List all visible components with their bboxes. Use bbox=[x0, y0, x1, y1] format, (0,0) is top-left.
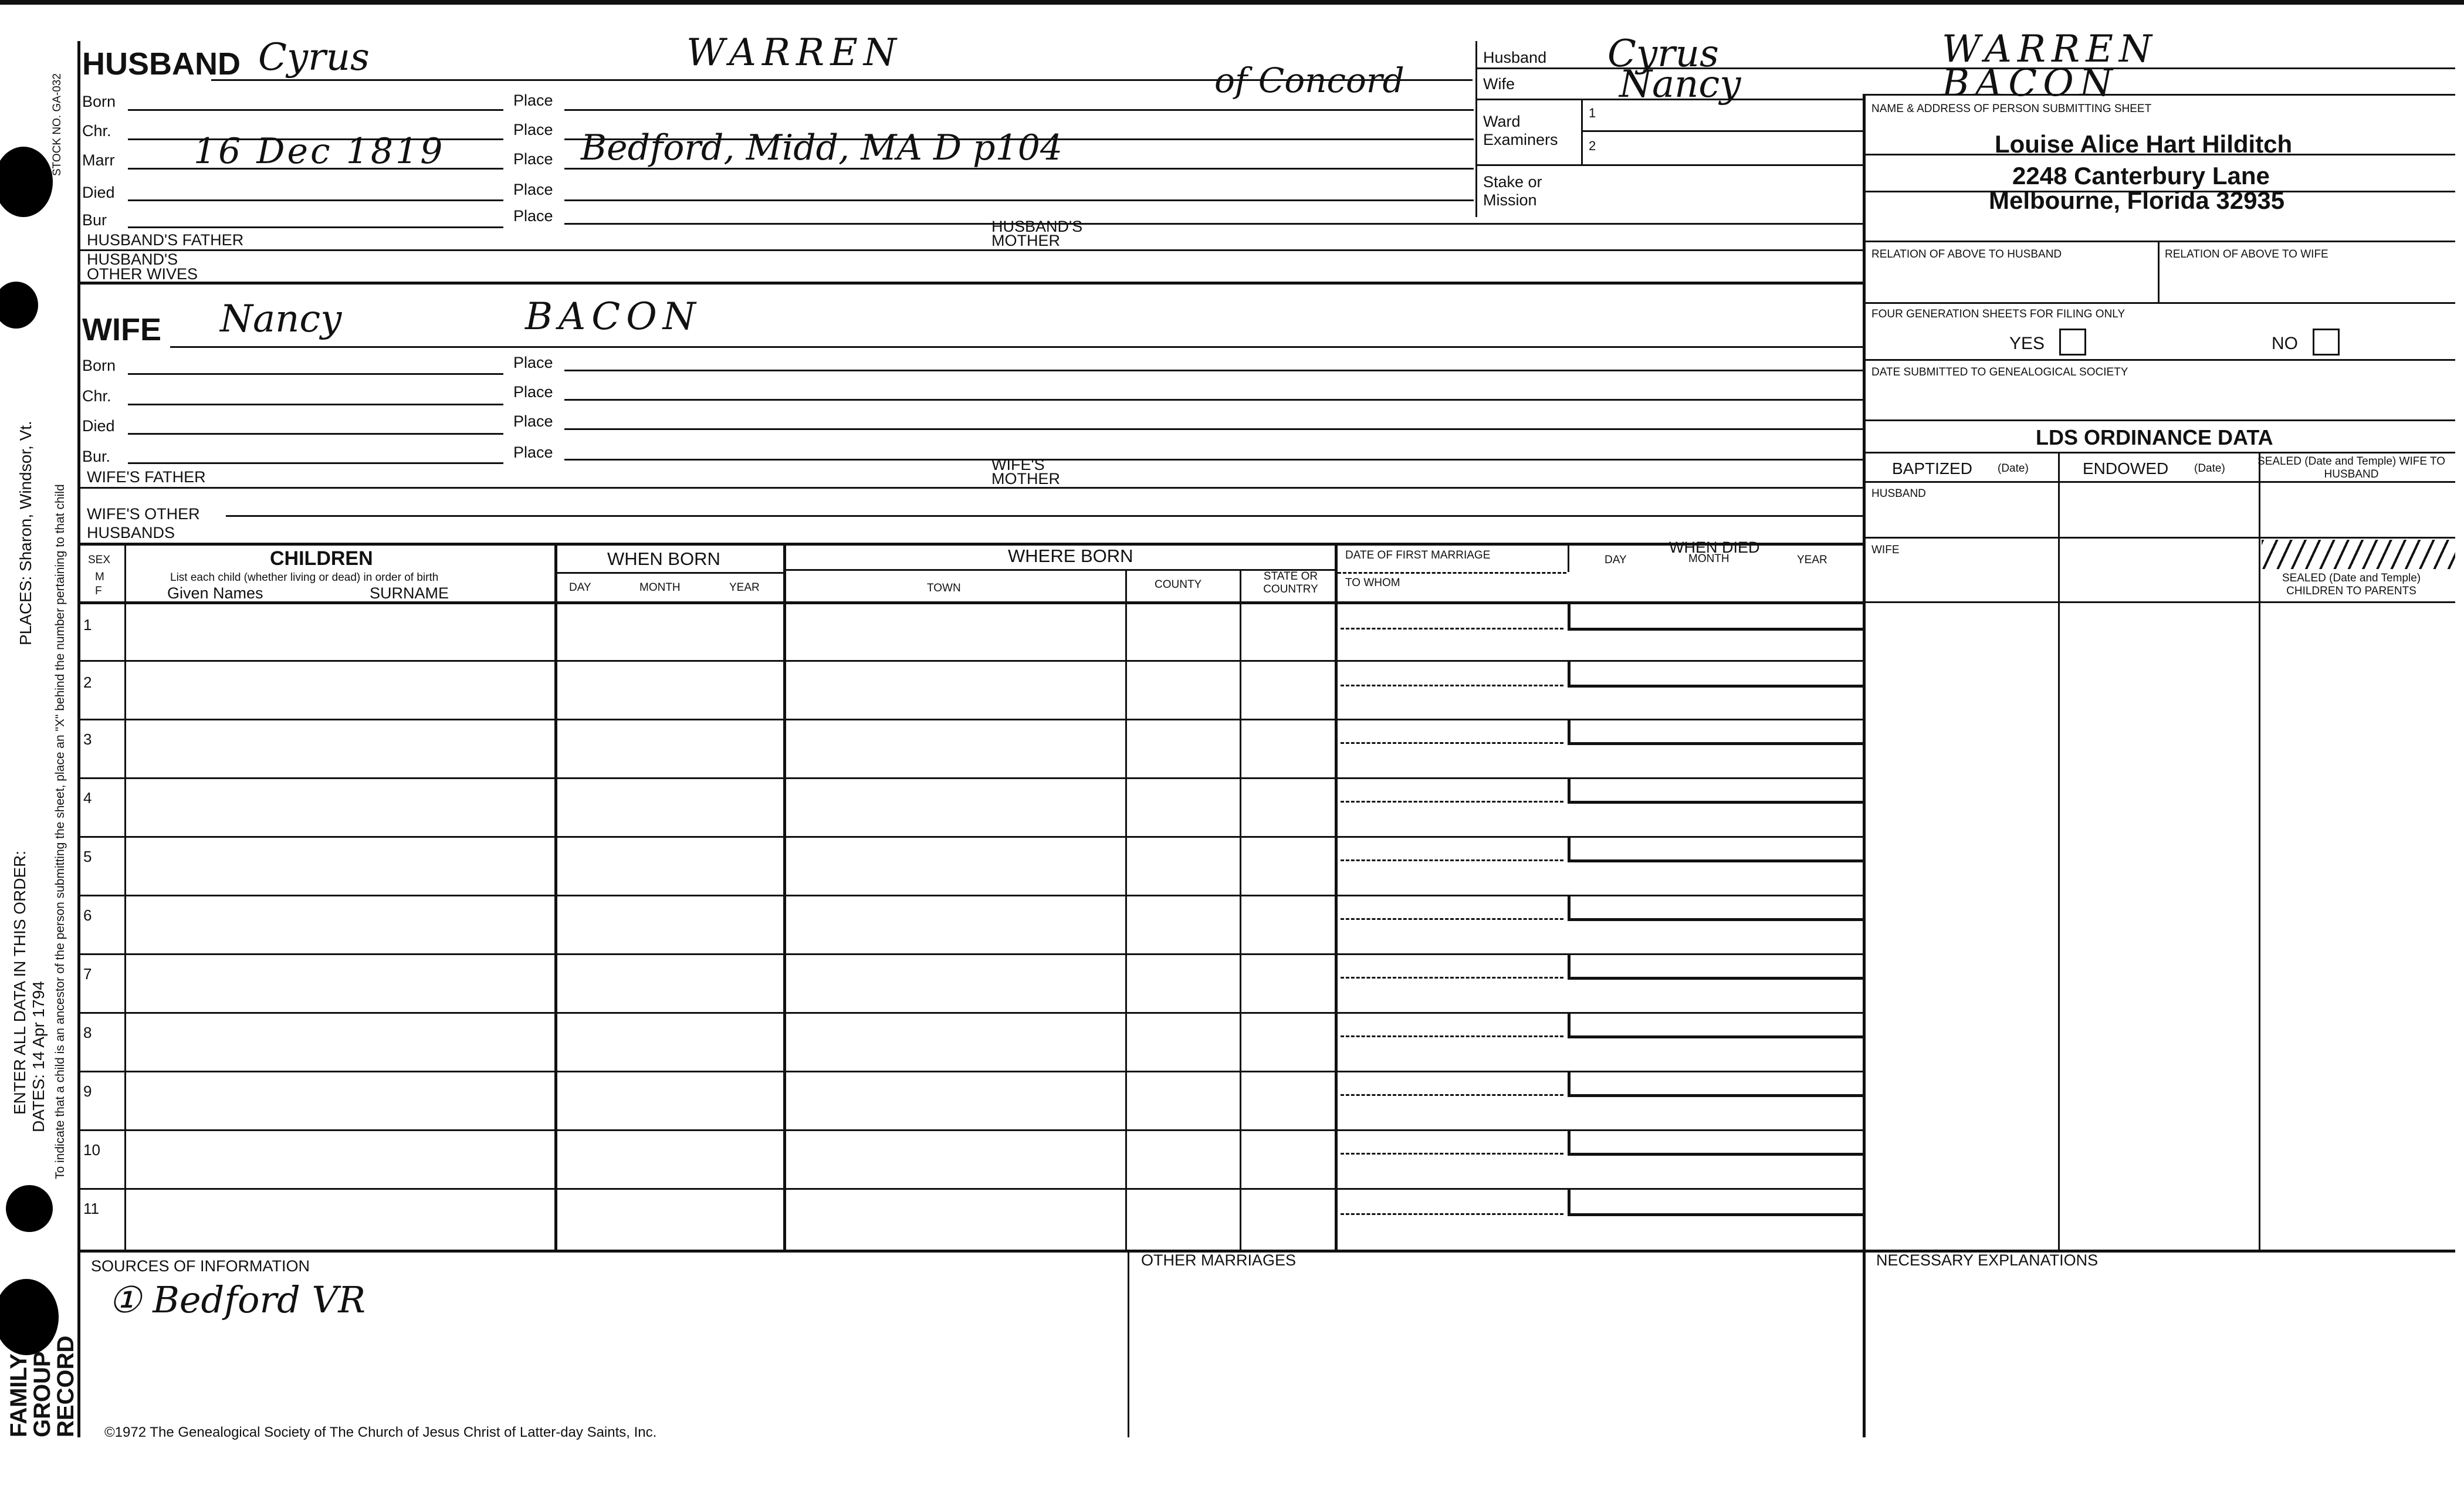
husband-born-place-label: Place bbox=[513, 92, 553, 109]
row-died-line bbox=[1568, 918, 1863, 921]
sources-label: SOURCES OF INFORMATION bbox=[91, 1257, 310, 1275]
wife-died-place-label: Place bbox=[513, 412, 553, 430]
children-title: CHILDREN bbox=[270, 547, 373, 570]
row-died-tick bbox=[1568, 1129, 1571, 1153]
ward-examiners-label: Ward Examiners bbox=[1483, 113, 1558, 148]
wife-name-line bbox=[170, 346, 1863, 348]
husband-other-wives-label: HUSBAND'S OTHER WIVES bbox=[87, 251, 198, 283]
explanations-label: NECESSARY EXPLANATIONS bbox=[1876, 1251, 2099, 1269]
header-wife-surname: BACON bbox=[1942, 62, 2118, 105]
died-day-label: DAY bbox=[1605, 554, 1627, 566]
submitter-label: NAME & ADDRESS OF PERSON SUBMITTING SHEET bbox=[1871, 103, 2152, 115]
wife-given-name: Nancy bbox=[220, 297, 342, 341]
header-wife-line bbox=[1475, 99, 1863, 100]
first-marriage-label: DATE OF FIRST MARRIAGE bbox=[1345, 549, 1491, 561]
row-number: 9 bbox=[83, 1082, 92, 1100]
row-died-tick bbox=[1568, 719, 1571, 742]
row-line bbox=[77, 953, 1863, 955]
row-dash bbox=[1341, 1213, 1563, 1215]
when-died-label: WHEN DIED bbox=[1669, 539, 1760, 556]
row-line bbox=[77, 777, 1863, 779]
row-died-tick bbox=[1568, 895, 1571, 918]
row-dash bbox=[1341, 801, 1563, 803]
submitter-street: 2248 Canterbury Lane bbox=[2012, 162, 2270, 189]
row-number: 10 bbox=[83, 1141, 100, 1159]
dates-label: DATES: 14 Apr 1794 bbox=[29, 981, 48, 1132]
husband-born-label: Born bbox=[82, 93, 116, 110]
row-line bbox=[77, 719, 1863, 720]
born-month-label: MONTH bbox=[639, 581, 681, 594]
endowed-label: ENDOWED bbox=[2083, 459, 2169, 478]
born-day-label: DAY bbox=[569, 581, 591, 594]
no-checkbox[interactable] bbox=[2313, 329, 2340, 356]
row-died-line bbox=[1568, 1094, 1863, 1097]
lds-title: LDS ORDINANCE DATA bbox=[2036, 425, 2273, 449]
row-died-line bbox=[1568, 801, 1863, 804]
row-dash bbox=[1341, 859, 1563, 861]
copyright: ©1972 The Genealogical Society of The Church of Jesus Christ of Latter-day Saints, Inc. bbox=[104, 1424, 657, 1440]
instructions: ENTER ALL DATA IN THIS ORDER: bbox=[11, 850, 29, 1115]
main-right-divider bbox=[1863, 94, 1866, 1437]
row-dash bbox=[1341, 628, 1563, 629]
baptized-date-label: (Date) bbox=[1998, 462, 2029, 475]
died-place-line bbox=[564, 199, 1474, 201]
relation-husband-label: RELATION OF ABOVE TO HUSBAND bbox=[1871, 248, 2062, 260]
four-gen-label: FOUR GENERATION SHEETS FOR FILING ONLY bbox=[1871, 308, 2125, 320]
places-label: PLACES: Sharon, Windsor, Vt. bbox=[16, 421, 35, 645]
child-note: To indicate that a child is an ancestor of the person submitting the sheet, place an "X" behind the number pertaining to that child bbox=[53, 484, 67, 1179]
row-dash bbox=[1341, 1153, 1563, 1155]
husband-bur-label: Bur bbox=[82, 211, 107, 229]
children-header-bottom bbox=[77, 601, 1863, 604]
row-line bbox=[77, 660, 1863, 662]
husband-chr-label: Chr. bbox=[82, 122, 111, 140]
where-born-label: WHERE BORN bbox=[1008, 546, 1133, 566]
wife-bur-label: Bur. bbox=[82, 448, 111, 465]
wife-title: WIFE bbox=[82, 312, 161, 347]
row-line bbox=[77, 1129, 1863, 1131]
husband-marr-place: Bedford, Midd, MA D p104 bbox=[581, 127, 1063, 168]
lds-wife-bottom bbox=[1863, 601, 2455, 603]
other-marriages-divider bbox=[1128, 1250, 1129, 1437]
sex-label: SEX bbox=[88, 554, 111, 566]
ward-bottom-line bbox=[1475, 164, 1863, 166]
row-died-line bbox=[1568, 685, 1863, 688]
header-husband-surname: WARREN bbox=[1942, 28, 2158, 71]
ward-mid-line bbox=[1581, 130, 1863, 132]
row-died-tick bbox=[1568, 1188, 1571, 1213]
wife-born-place-label: Place bbox=[513, 354, 553, 371]
state-label: STATE OR COUNTRY bbox=[1263, 570, 1318, 595]
endowed-date-label: (Date) bbox=[2194, 462, 2225, 475]
died-line bbox=[128, 199, 503, 201]
side-title: FAMILY GROUP RECORD bbox=[6, 1335, 79, 1437]
row-line bbox=[77, 1071, 1863, 1072]
row-died-line bbox=[1568, 742, 1863, 745]
row-died-tick bbox=[1568, 601, 1571, 628]
lds-husband-bottom bbox=[1863, 537, 2455, 539]
wife-bur-place-label: Place bbox=[513, 444, 553, 461]
row-died-line bbox=[1568, 628, 1863, 631]
submitter-city: Melbourne, Florida 32935 bbox=[1989, 187, 2285, 214]
given-names-label: Given Names bbox=[167, 584, 263, 602]
header-husband-label: Husband bbox=[1483, 49, 1547, 66]
husband-marr-place-label: Place bbox=[513, 150, 553, 168]
submitter-name: Louise Alice Hart Hilditch bbox=[1995, 130, 2293, 158]
husband-father-label: HUSBAND'S FATHER bbox=[87, 231, 244, 249]
first-marriage-dash bbox=[1338, 572, 1566, 574]
father-line bbox=[77, 249, 1863, 251]
husband-section-bottom bbox=[77, 282, 1863, 285]
wife-born-label: Born bbox=[82, 357, 116, 374]
row-died-tick bbox=[1568, 836, 1571, 859]
yes-checkbox[interactable] bbox=[2059, 329, 2086, 356]
stake-label: Stake or Mission bbox=[1483, 173, 1542, 209]
row-died-tick bbox=[1568, 777, 1571, 801]
row-number: 5 bbox=[83, 848, 92, 865]
hatched-cell bbox=[2262, 540, 2455, 569]
row-died-line bbox=[1568, 1035, 1863, 1038]
row-line bbox=[77, 895, 1863, 896]
husband-marr-label: Marr bbox=[82, 151, 115, 169]
wife-died-label: Died bbox=[82, 417, 115, 435]
row-dash bbox=[1341, 977, 1563, 979]
baptized-label: BAPTIZED bbox=[1892, 459, 1972, 478]
row-line bbox=[77, 1012, 1863, 1014]
date-submitted-label: DATE SUBMITTED TO GENEALOGICAL SOCIETY bbox=[1871, 366, 2128, 378]
row-died-line bbox=[1568, 859, 1863, 862]
county-label: COUNTY bbox=[1155, 578, 1202, 591]
surname-label: SURNAME bbox=[370, 584, 449, 602]
husband-marr-date: 16 Dec 1819 bbox=[194, 131, 445, 172]
punch-hole bbox=[6, 1185, 53, 1232]
lds-wife-label: WIFE bbox=[1871, 544, 1900, 556]
row-line bbox=[77, 1188, 1863, 1190]
ward-2: 2 bbox=[1589, 138, 1596, 153]
bur-line bbox=[128, 226, 503, 228]
county-col bbox=[1240, 569, 1241, 1250]
sealed-children-label: SEALED (Date and Temple) CHILDREN TO PARENTS bbox=[2282, 572, 2421, 597]
row-number: 3 bbox=[83, 730, 92, 748]
to-whom-label: TO WHOM bbox=[1345, 577, 1400, 589]
husband-mother-label: HUSBAND'S MOTHER bbox=[991, 218, 1083, 249]
children-note: List each child (whether living or dead) in order of birth bbox=[170, 571, 439, 584]
wife-born-place-line bbox=[564, 370, 1863, 371]
row-number: 2 bbox=[83, 673, 92, 691]
date-submitted-bottom-line bbox=[1863, 419, 2455, 421]
wife-surname: BACON bbox=[525, 295, 702, 339]
row-died-tick bbox=[1568, 1012, 1571, 1035]
husband-residence: of Concord bbox=[1214, 60, 1404, 100]
header-wife-given: Nancy bbox=[1619, 63, 1741, 106]
submitter-line-1 bbox=[1863, 154, 2455, 155]
husband-bur-place-label: Place bbox=[513, 207, 553, 225]
other-marriages-label: OTHER MARRIAGES bbox=[1141, 1251, 1297, 1269]
wife-bur-line bbox=[128, 462, 503, 464]
row-dash bbox=[1341, 685, 1563, 686]
husband-title: HUSBAND bbox=[82, 46, 241, 82]
no-label: NO bbox=[2272, 334, 2298, 353]
wife-bur-place-line bbox=[564, 459, 1863, 461]
when-born-label: WHEN BORN bbox=[607, 549, 720, 569]
lds-col-2 bbox=[2259, 452, 2260, 1250]
row-number: 1 bbox=[83, 616, 92, 634]
relation-wife-label: RELATION OF ABOVE TO WIFE bbox=[2165, 248, 2328, 260]
punch-hole bbox=[0, 147, 53, 217]
born-year-label: YEAR bbox=[729, 581, 760, 594]
row-number: 11 bbox=[83, 1200, 99, 1217]
four-gen-bottom-line bbox=[1863, 359, 2455, 361]
husband-died-label: Died bbox=[82, 184, 115, 201]
relation-bottom-line bbox=[1863, 302, 2455, 304]
wife-died-line bbox=[128, 433, 503, 435]
row-died-line bbox=[1568, 1213, 1863, 1216]
lds-title-line bbox=[1863, 452, 2455, 453]
row-number: 6 bbox=[83, 906, 92, 924]
stock-number: STOCK NO. GA-032 bbox=[51, 73, 63, 176]
born-line bbox=[128, 109, 503, 111]
when-born-line bbox=[554, 572, 783, 574]
wife-died-place-line bbox=[564, 428, 1863, 430]
row-number: 8 bbox=[83, 1024, 92, 1041]
lds-header-line bbox=[1863, 481, 2455, 483]
lds-husband-label: HUSBAND bbox=[1871, 488, 1926, 500]
ward-1: 1 bbox=[1589, 106, 1596, 120]
died-month-label: MONTH bbox=[1688, 553, 1729, 565]
sealed-wife-label: SEALED (Date and Temple) WIFE TO HUSBAND bbox=[2257, 455, 2445, 480]
row-died-tick bbox=[1568, 1071, 1571, 1094]
wife-mother-label: WIFE'S MOTHER bbox=[991, 456, 1060, 488]
row-dash bbox=[1341, 1035, 1563, 1037]
row-died-tick bbox=[1568, 953, 1571, 977]
wife-father-label: WIFE'S FATHER bbox=[87, 468, 206, 486]
wife-chr-place-line bbox=[564, 399, 1863, 401]
row-died-line bbox=[1568, 1153, 1863, 1156]
husband-chr-place-label: Place bbox=[513, 121, 553, 138]
header-husband-given: Cyrus bbox=[1607, 32, 1719, 76]
sources-value: ① Bedford VR bbox=[109, 1278, 365, 1321]
husband-given-name: Cyrus bbox=[258, 36, 370, 79]
born-place-line bbox=[564, 109, 1474, 111]
bur-place-line bbox=[564, 223, 1863, 225]
wife-father-line bbox=[77, 487, 1863, 489]
row-dash bbox=[1341, 918, 1563, 920]
yes-label: YES bbox=[2009, 334, 2045, 353]
row-number: 7 bbox=[83, 965, 92, 983]
town-label: TOWN bbox=[927, 582, 961, 594]
town-col bbox=[1125, 569, 1127, 1250]
wife-chr-line bbox=[128, 404, 503, 405]
row-line bbox=[77, 836, 1863, 838]
lds-col-1 bbox=[2058, 452, 2060, 1250]
relation-divider bbox=[2158, 241, 2160, 302]
header-wife-label: Wife bbox=[1483, 75, 1515, 93]
mf-label: M F bbox=[95, 571, 104, 597]
row-number: 4 bbox=[83, 789, 92, 807]
row-dash bbox=[1341, 1094, 1563, 1096]
row-died-tick bbox=[1568, 660, 1571, 685]
wife-born-line bbox=[128, 373, 503, 375]
husband-surname: WARREN bbox=[686, 31, 902, 75]
wife-other-husbands-label: WIFE'S OTHER HUSBANDS bbox=[87, 505, 200, 541]
wife-section-bottom bbox=[77, 543, 1863, 546]
wife-chr-label: Chr. bbox=[82, 387, 111, 405]
died-col bbox=[1568, 543, 1569, 572]
died-year-label: YEAR bbox=[1797, 554, 1827, 566]
husband-died-place-label: Place bbox=[513, 181, 553, 198]
row-died-line bbox=[1568, 977, 1863, 980]
top-edge bbox=[0, 0, 2464, 5]
punch-hole bbox=[0, 282, 38, 329]
row-dash bbox=[1341, 742, 1563, 744]
wife-chr-place-label: Place bbox=[513, 383, 553, 401]
wife-other-husbands-line bbox=[226, 515, 1863, 517]
